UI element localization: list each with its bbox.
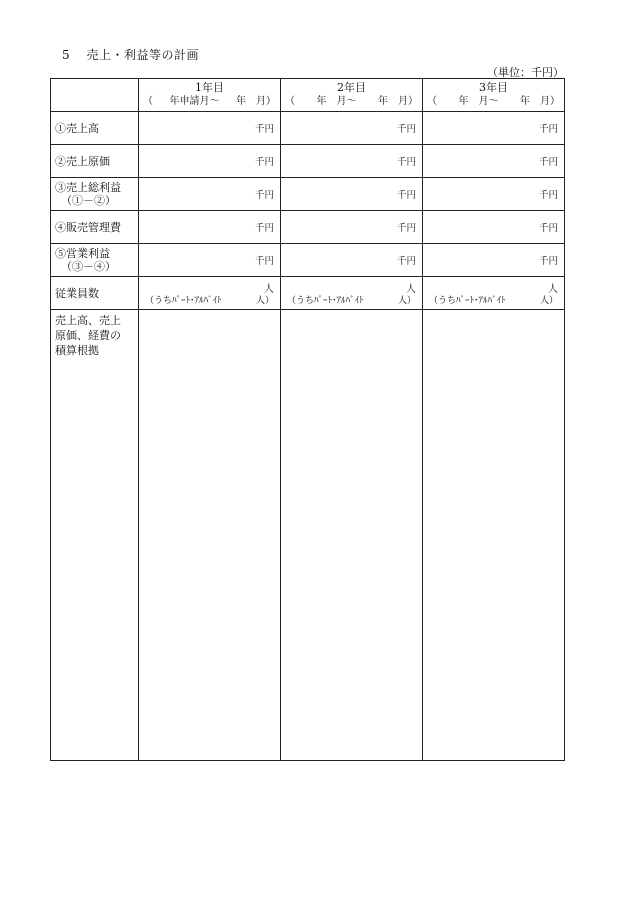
value-cell[interactable]: 千円	[423, 211, 565, 244]
year-label: 3年目	[479, 81, 508, 94]
value-cell[interactable]: 千円	[139, 178, 281, 211]
basis-cell[interactable]	[423, 310, 565, 761]
value-cell[interactable]: 千円	[423, 145, 565, 178]
row-label: ②売上原価	[51, 145, 139, 178]
header-corner	[51, 79, 139, 112]
value-cell[interactable]: 千円	[139, 112, 281, 145]
section-title: 売上・利益等の計画	[86, 48, 199, 62]
section-number: 5	[62, 48, 71, 62]
value-cell[interactable]: 千円	[423, 244, 565, 277]
employees-cell[interactable]: 人 （うちﾊﾟｰﾄ･ｱﾙﾊﾞｲﾄ 人）	[423, 277, 565, 310]
unit-note: （単位：千円）	[487, 66, 564, 79]
value-cell[interactable]: 千円	[139, 145, 281, 178]
row-label: ⑤営業利益 （③－④）	[51, 244, 139, 277]
value-cell[interactable]: 千円	[281, 211, 423, 244]
row-label: ③売上総利益 （①－②）	[51, 178, 139, 211]
period-range: （ 年 月～ 年 月）	[427, 96, 560, 107]
table-row	[51, 244, 565, 277]
value-cell[interactable]: 千円	[139, 211, 281, 244]
row-label: ④販売管理費	[51, 211, 139, 244]
header-year-3	[423, 79, 565, 112]
value-cell[interactable]: 千円	[281, 244, 423, 277]
table-row	[51, 178, 565, 211]
basis-cell[interactable]	[139, 310, 281, 761]
value-cell[interactable]: 千円	[281, 178, 423, 211]
period-range: （ 年 月～ 年 月）	[285, 96, 418, 107]
year-label: 1年目	[195, 81, 224, 94]
table-row	[51, 211, 565, 244]
header-year-1	[139, 79, 281, 112]
section-heading	[62, 46, 199, 63]
header-year-2	[281, 79, 423, 112]
row-label: ①売上高	[51, 112, 139, 145]
basis-cell[interactable]	[281, 310, 423, 761]
value-cell[interactable]: 千円	[281, 112, 423, 145]
header-row	[51, 79, 565, 112]
sales-profit-plan-table	[50, 78, 565, 761]
year-label: 2年目	[337, 81, 366, 94]
employees-cell[interactable]: 人 （うちﾊﾟｰﾄ･ｱﾙﾊﾞｲﾄ 人）	[281, 277, 423, 310]
period-range: （ 年申請月～ 年 月）	[143, 96, 276, 107]
basis-row	[51, 310, 565, 761]
value-cell[interactable]: 千円	[423, 112, 565, 145]
basis-label: 売上高、売上 原価、経費の 積算根拠	[51, 310, 139, 761]
employees-cell[interactable]: 人 （うちﾊﾟｰﾄ･ｱﾙﾊﾞｲﾄ 人）	[139, 277, 281, 310]
table-row	[51, 112, 565, 145]
employees-label: 従業員数	[51, 277, 139, 310]
value-cell[interactable]: 千円	[281, 145, 423, 178]
value-cell[interactable]: 千円	[139, 244, 281, 277]
table-row	[51, 145, 565, 178]
value-cell[interactable]: 千円	[423, 178, 565, 211]
employees-row	[51, 277, 565, 310]
